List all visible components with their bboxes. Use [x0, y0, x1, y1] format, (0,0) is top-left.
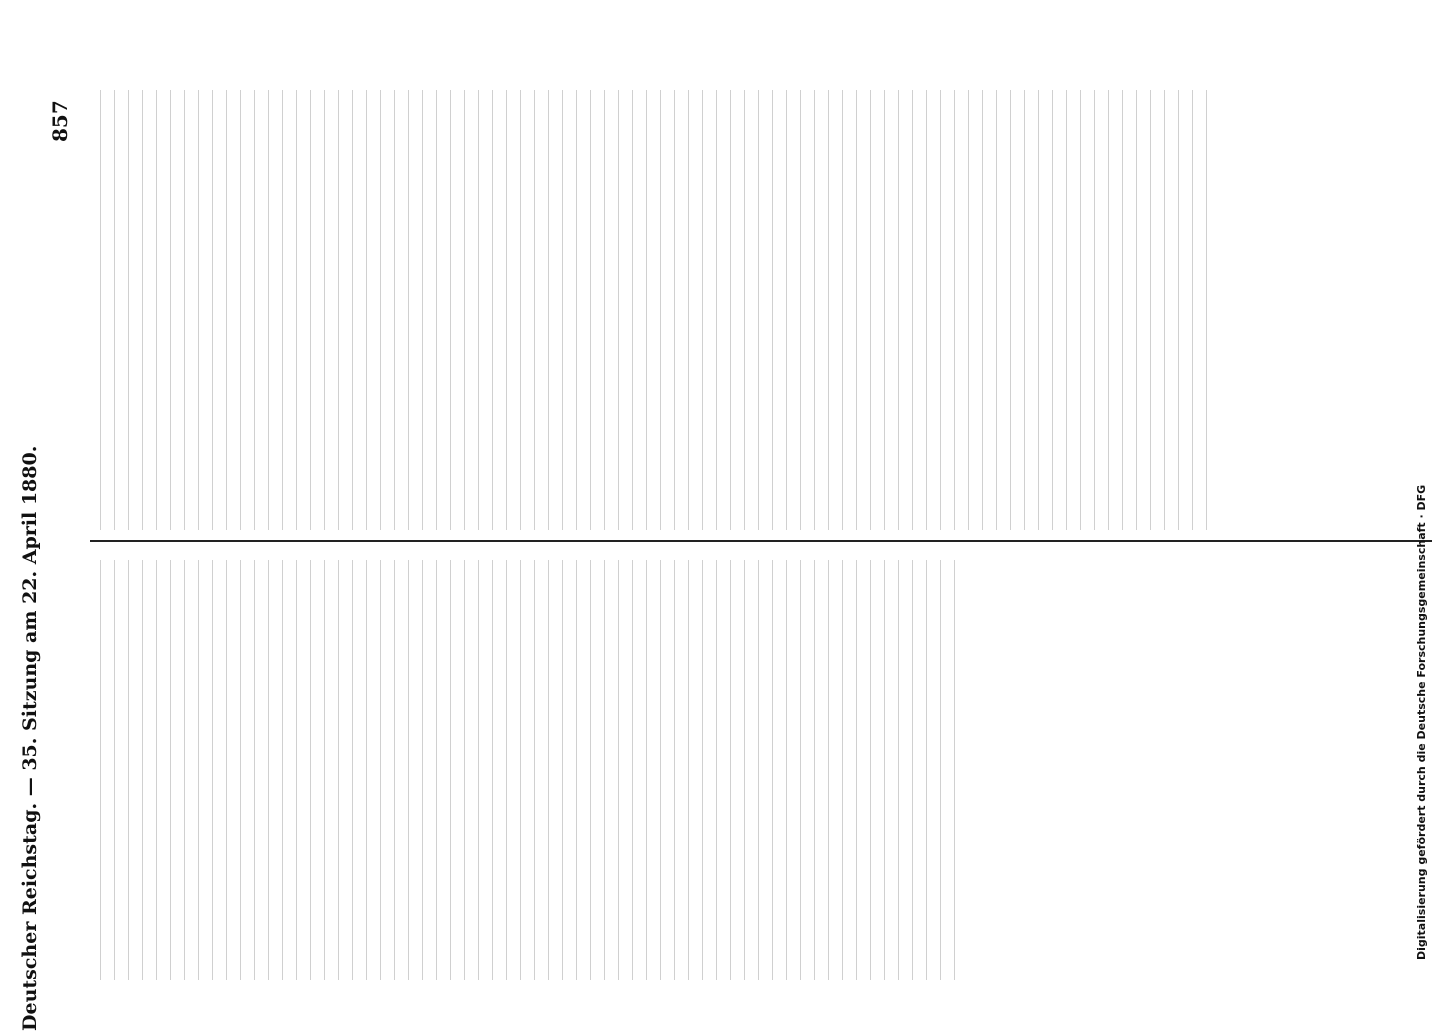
dfg-note: Digitalisierung gefördert durch die Deutsche Forschungsgemeinschaft · DFG	[1415, 484, 1428, 960]
page-header-title: Deutscher Reichstag. — 35. Sitzung am 22. April 1880.	[19, 445, 41, 1031]
text-column-left	[100, 560, 960, 980]
text-column-right	[100, 90, 1220, 530]
column-divider	[90, 540, 1432, 542]
page-number: 857	[48, 100, 72, 142]
